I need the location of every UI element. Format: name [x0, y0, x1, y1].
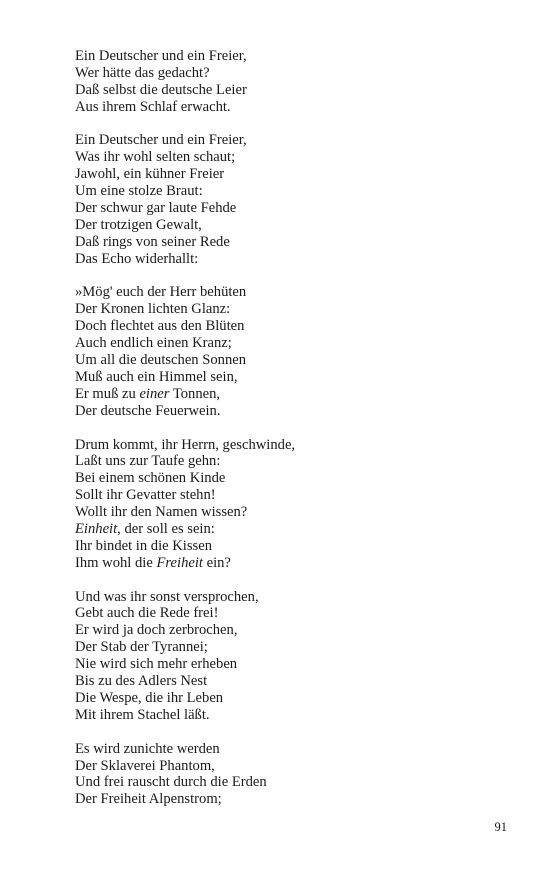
line-text: Tonnen,	[169, 385, 221, 402]
poem-line	[75, 504, 515, 521]
poem-line	[75, 369, 515, 386]
line-text: Und was ihr sonst versprochen,	[75, 588, 259, 605]
italic-text: einer	[139, 385, 170, 402]
poem-line	[75, 758, 515, 775]
poem-line	[75, 538, 515, 555]
line-text: Doch flechtet aus den Blüten	[75, 318, 245, 335]
poem-line	[75, 589, 515, 606]
line-text: ein?	[202, 554, 231, 571]
line-text: Es wird zunichte werden	[75, 740, 220, 757]
line-text: Bis zu des Adlers Nest	[75, 673, 208, 690]
line-text: Der Stab der Tyrannei;	[75, 639, 208, 656]
poem-line	[75, 487, 515, 504]
line-text: Mit ihrem Stachel läßt.	[75, 706, 210, 723]
poem-line	[75, 403, 515, 420]
line-text: Bei einem schönen Kinde	[75, 470, 226, 487]
poem-line	[75, 234, 515, 251]
line-text: Er wird ja doch zerbrochen,	[75, 622, 238, 639]
poem-line	[75, 166, 515, 183]
poem-line	[75, 318, 515, 335]
poem-line	[75, 639, 515, 656]
poem-line	[75, 386, 515, 403]
line-text: Nie wird sich mehr erheben	[75, 656, 238, 673]
line-text: »Mög' euch der Herr behüten	[75, 284, 247, 301]
line-text: Laßt uns zur Taufe gehn:	[75, 453, 221, 470]
line-text: Daß rings von seiner Rede	[75, 233, 230, 250]
line-text: Ein Deutscher und ein Freier,	[75, 48, 247, 64]
line-text: Um eine stolze Braut:	[75, 183, 203, 200]
italic-text: Freiheit	[156, 554, 203, 571]
poem-line	[75, 48, 515, 65]
poem-line	[75, 200, 515, 217]
poem-line	[75, 470, 515, 487]
line-text: Der schwur gar laute Fehde	[75, 200, 237, 217]
poem-line	[75, 622, 515, 639]
poem-line	[75, 99, 515, 116]
poem-line	[75, 65, 515, 82]
poem-line	[75, 741, 515, 758]
line-text: Ihr bindet in die Kissen	[75, 537, 212, 554]
stanza	[75, 437, 515, 572]
line-text: Der Kronen lichten Glanz:	[75, 301, 231, 318]
line-text: Und frei rauscht durch die Erden	[75, 774, 267, 791]
poem-line	[75, 284, 515, 301]
poem-line	[75, 791, 515, 808]
line-text: Drum kommt, ihr Herrn, geschwinde,	[75, 436, 296, 453]
line-text: Aus ihrem Schlaf erwacht.	[75, 98, 231, 115]
line-text: Das Echo widerhallt:	[75, 250, 199, 267]
line-text: Der deutsche Feuerwein.	[75, 402, 221, 419]
poem-line	[75, 301, 515, 318]
stanza	[75, 132, 515, 267]
line-text: Auch endlich einen Kranz;	[75, 335, 232, 352]
line-text: Sollt ihr Gevatter stehn!	[75, 487, 216, 504]
poem-line	[75, 521, 515, 538]
poem-line	[75, 149, 515, 166]
poem-text	[75, 48, 515, 825]
poem-line	[75, 774, 515, 791]
line-text: Jawohl, ein kühner Freier	[75, 166, 225, 183]
stanza	[75, 589, 515, 724]
line-text: Was ihr wohl selten schaut;	[75, 149, 236, 166]
line-text: Muß auch ein Himmel sein,	[75, 369, 238, 385]
line-text: Daß selbst die deutsche Leier	[75, 81, 247, 98]
poem-line	[75, 690, 515, 707]
line-text: , der soll es sein:	[117, 521, 215, 538]
line-text: Der Freiheit Alpenstrom;	[75, 791, 222, 808]
line-text: Er muß zu	[75, 385, 140, 402]
poem-line	[75, 453, 515, 470]
poem-line	[75, 437, 515, 454]
stanza	[75, 284, 515, 419]
line-text: Die Wespe, die ihr Leben	[75, 690, 224, 706]
poem-line	[75, 335, 515, 352]
line-text: Gebt auch die Rede frei!	[75, 605, 219, 622]
line-text: Wer hätte das gedacht?	[75, 64, 210, 81]
poem-line	[75, 217, 515, 234]
poem-line	[75, 707, 515, 724]
line-text: Ein Deutscher und ein Freier,	[75, 132, 247, 149]
line-text: Um all die deutschen Sonnen	[75, 352, 247, 369]
poem-line	[75, 183, 515, 200]
poem-line	[75, 673, 515, 690]
poem-line	[75, 251, 515, 268]
line-text: Der trotzigen Gewalt,	[75, 216, 202, 233]
stanza	[75, 48, 515, 116]
poem-line	[75, 555, 515, 572]
line-text: Ihm wohl die	[75, 554, 157, 571]
stanza	[75, 741, 515, 809]
line-text: Der Sklaverei Phantom,	[75, 757, 215, 774]
poem-line	[75, 605, 515, 622]
page-number: 91	[494, 820, 507, 834]
italic-text: Einheit	[75, 521, 118, 538]
poem-line	[75, 352, 515, 369]
poem-line	[75, 82, 515, 99]
poem-line	[75, 132, 515, 149]
poem-line	[75, 656, 515, 673]
line-text: Wollt ihr den Namen wissen?	[75, 504, 248, 521]
